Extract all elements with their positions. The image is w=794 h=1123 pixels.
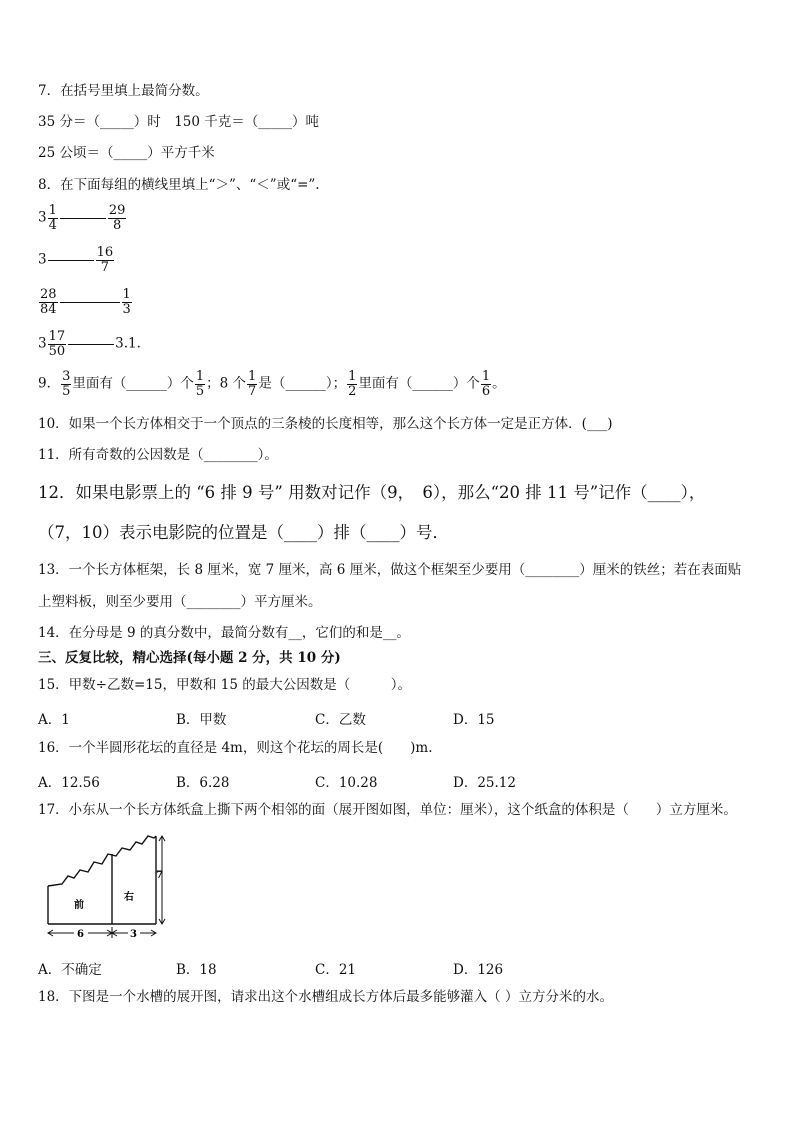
q9-line [38, 370, 506, 398]
whole-number: 3 [38, 251, 47, 268]
fraction: $\frac{1}{5}$ [195, 369, 205, 399]
q9-text: 。 [492, 375, 506, 392]
fraction: $\frac{1}{4}$ [48, 203, 57, 233]
q9-text: 里面有（______）个 [72, 375, 194, 392]
q17-option-a[interactable]: A．不确定 [38, 962, 102, 978]
q15-option-b[interactable]: B．甲数 [176, 712, 227, 728]
q9-text: 里面有（______）个 [358, 375, 480, 392]
q15-option-d[interactable]: D．15 [453, 712, 495, 728]
right-label: 右 [124, 892, 134, 903]
unfolded-box-diagram [38, 832, 168, 942]
q16-option-d[interactable]: D．25.12 [453, 775, 516, 791]
q8-row4 [38, 330, 141, 358]
torn-edge [48, 836, 156, 886]
fraction: $\frac{29}{8}$ [108, 203, 126, 233]
q10-text: 10．如果一个长方体相交于一个顶点的三条棱的长度相等，那么这个长方体一定是正方体．(___) [38, 416, 613, 432]
q17-text: 17．小东从一个长方体纸盒上撕下两个相邻的面（展开图如图，单位：厘米），这个纸盒的体积是（ ）立方厘米。 [38, 802, 737, 818]
fraction: $\frac{16}{7}$ [96, 245, 114, 275]
answer-blank[interactable] [48, 260, 94, 261]
q16-text: 16．一个半圆形花坛的直径是 4m，则这个花坛的周长是( )m. [38, 740, 433, 756]
q8-row1 [38, 204, 127, 232]
fraction: $\frac{1}{2}$ [348, 369, 357, 399]
q13-line2: 上塑料板，则至少要用（________）平方厘米。 [38, 594, 322, 610]
q7-line1: 35 分＝（_____）时 150 千克＝（_____）吨 [38, 114, 320, 130]
q11-text: 11．所有奇数的公因数是（________）。 [38, 447, 278, 463]
q18-text: 18．下图是一个水槽的展开图，请求出这个水槽组成长方体后最多能够灌入（ ）立方分米的水。 [38, 989, 613, 1005]
fraction: $\frac{1}{3}$ [122, 287, 131, 317]
q8-row2 [38, 246, 115, 274]
q7-line2: 25 公顷＝（_____）平方千米 [38, 145, 215, 161]
fraction: $\frac{17}{50}$ [48, 329, 66, 359]
q15-text: 15．甲数÷乙数=15，甲数和 15 的最大公因数是（ ）。 [38, 677, 411, 693]
q8-row3 [38, 288, 133, 316]
width1-label: 6 [77, 929, 84, 940]
comparison-value: 3.1. [115, 335, 141, 352]
q15-option-a[interactable]: A．1 [38, 712, 70, 728]
front-label: 前 [74, 900, 84, 911]
q9-text: ；8 个 [206, 375, 247, 392]
q17-option-c[interactable]: C．21 [315, 962, 357, 978]
answer-blank[interactable] [60, 302, 120, 303]
q9-text: 是（______）； [258, 375, 347, 392]
section-heading: 三、反复比较，精心选择(每小题 2 分，共 10 分) [38, 650, 341, 666]
width2-label: 3 [130, 929, 137, 940]
q17-figure [38, 832, 168, 946]
q12-line1: 12．如果电影票上的 “6 排 9 号” 用数对记作（9， 6），那么“20 排 11 号”记作（____）， [38, 483, 706, 502]
q13-line1: 13．一个长方体框架，长 8 厘米，宽 7 厘米，高 6 厘米，做这个框架至少要用（________）厘米的铁丝；若在表面贴 [38, 562, 742, 578]
q12-line2: （7，10）表示电影院的位置是（____）排（____）号． [38, 523, 449, 542]
whole-number: 3 [38, 335, 47, 352]
q17-option-d[interactable]: D．126 [453, 962, 504, 978]
q16-option-c[interactable]: C．10.28 [315, 775, 378, 791]
fraction: $\frac{28}{84}$ [40, 287, 57, 317]
q14-text: 14．在分母是 9 的真分数中，最简分数有__，它们的和是__。 [38, 625, 410, 641]
height-label: 7 [156, 870, 163, 881]
fraction: $\frac{1}{6}$ [481, 369, 491, 399]
q8-title: 8．在下面每组的横线里填上“＞”、“＜”或“=”. [38, 177, 320, 193]
q9-number: 9． [38, 375, 61, 392]
answer-blank[interactable] [60, 218, 106, 219]
q7-title: 7．在括号里填上最简分数。 [38, 83, 209, 99]
answer-blank[interactable] [68, 344, 114, 345]
q16-option-b[interactable]: B．6.28 [176, 775, 230, 791]
q17-option-b[interactable]: B．18 [176, 962, 217, 978]
q16-option-a[interactable]: A．12.56 [38, 775, 100, 791]
fraction: $\frac{1}{7}$ [248, 369, 257, 399]
q15-option-c[interactable]: C．乙数 [315, 712, 366, 728]
whole-number: 3 [38, 209, 47, 226]
fraction: $\frac{3}{5}$ [62, 369, 71, 399]
